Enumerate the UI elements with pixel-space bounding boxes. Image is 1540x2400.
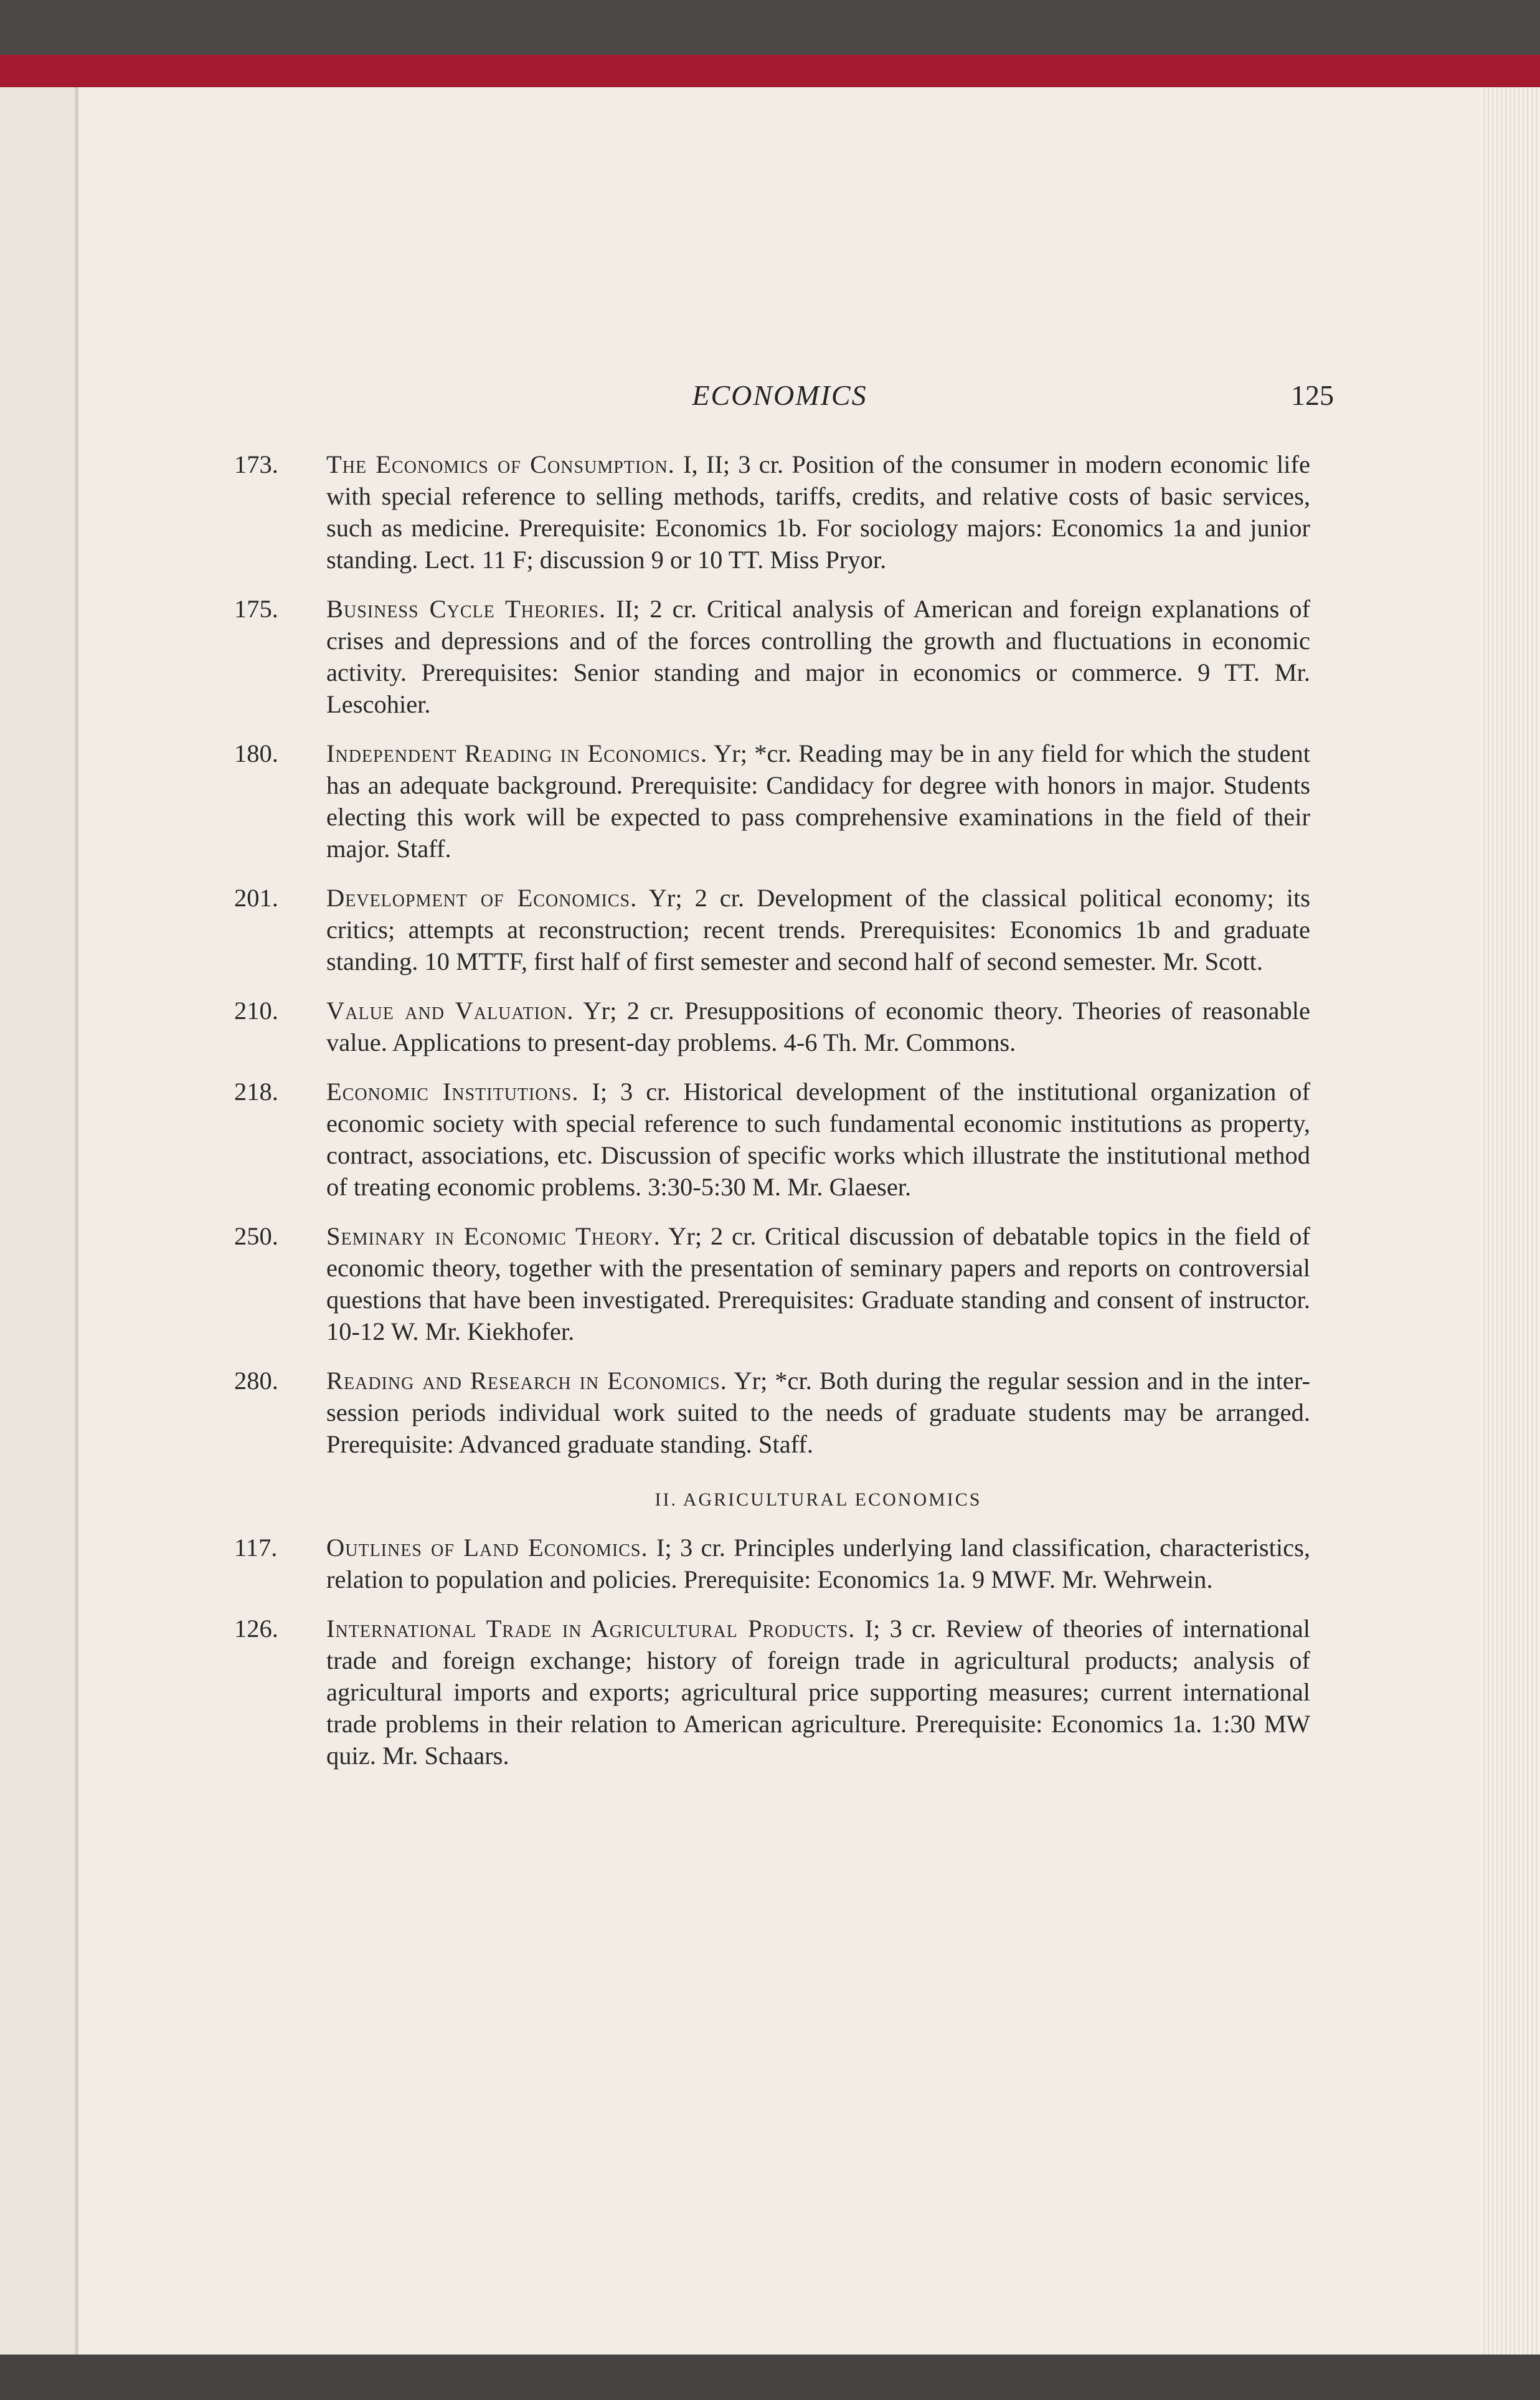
course-entry [234,1365,1310,1460]
course-number: 218. [234,1078,278,1106]
course-title: The Economics of Consumption. [326,450,675,478]
course-entry [234,593,1310,720]
course-entry [234,995,1310,1058]
course-number: 250. [234,1222,278,1250]
course-entry [234,448,1310,576]
section-heading: II. AGRICULTURAL ECONOMICS [654,1489,982,1510]
course-description: Yr; *cr. Reading may be in any field for which the student has an adequate background. Prerequisite: Candidacy for degree with honors in major. Students electing this work will be expected to pass comprehensive examinations in the field of their major. Staff. [326,739,1310,863]
course-title: Development of Economics. [326,884,638,912]
page-stack-edge [1481,87,1540,2355]
running-title: ECONOMICS [692,379,867,411]
course-number: 180. [234,739,278,767]
course-title: Independent Reading in Economics. [326,739,708,767]
course-description: Yr; *cr. Both during the regular session and in the inter-session periods individual work suited to the needs of graduate students may be arranged. Prerequisite: Advanced graduate standing. Staff. [326,1367,1310,1458]
course-description: Yr; 2 cr. Development of the classical political economy; its critics; attempts at reconstruction; recent trends. Prerequisites: Economics 1b and graduate standing. 10 MTTF, first half of first semester and second half of second semester. Mr. Scott. [326,884,1310,975]
course-description: II; 2 cr. Critical analysis of American and foreign explanations of crises and depressions and of the forces controlling the growth and fluctuations in economic activity. Prerequisites: Senior standing and major in economics or commerce. 9 TT. Mr. Lescohier. [326,595,1310,718]
course-entry [234,1532,1310,1595]
course-entry [234,1220,1310,1347]
course-number: 175. [234,595,278,623]
course-title: Seminary in Economic Theory. [326,1222,661,1250]
course-entry [234,882,1310,977]
course-description: I, II; 3 cr. Position of the consumer in modern economic life with special reference to selling methods, tariffs, credits, and relative costs of basic services, such as medicine. Prerequisite: Economics 1b. For sociology majors: Economics 1a and junior standing. Lect. 11 F; discussion 9 or 10 TT. Miss Pryor. [326,450,1310,574]
course-listing [234,448,1310,1789]
course-title: Reading and Research in Economics. [326,1367,727,1395]
course-entry [234,1076,1310,1203]
course-entry [234,1613,1310,1772]
course-number: 117. [234,1534,278,1562]
course-title: Outlines of Land Economics. [326,1534,648,1562]
course-title: Value and Valuation. [326,997,574,1025]
course-number: 201. [234,884,278,912]
course-number: 210. [234,997,278,1025]
course-number: 173. [234,450,278,478]
course-title: International Trade in Agricultural Products. [326,1615,856,1643]
course-title: Economic Institutions. [326,1078,579,1106]
left-page-sliver [0,87,78,2355]
dark-surround-bottom [0,2355,1540,2400]
course-title: Business Cycle Theories. [326,595,607,623]
course-description: I; 3 cr. Review of theories of international trade and foreign exchange; history of foreign trade in agricultural products; analysis of agricultural imports and exports; agricultural price supporting measures; current international trade problems in their relation to American agriculture. Prerequisite: Economics 1a. 1:30 MW quiz. Mr. Schaars. [326,1615,1310,1770]
dark-surround-top [0,0,1540,59]
course-entry [234,738,1310,865]
page-number: 125 [1291,379,1334,411]
course-description: I; 3 cr. Principles underlying land classification, characteristics, relation to population and policies. Prerequisite: Economics 1a. 9 MWF. Mr. Wehrwein. [326,1534,1310,1593]
course-description: Yr; 2 cr. Presuppositions of economic theory. Theories of reasonable value. Applications to present-day problems. 4-6 Th. Mr. Commons. [326,997,1310,1056]
course-number: 126. [234,1615,278,1643]
book-page [78,87,1481,2355]
course-number: 280. [234,1367,278,1395]
course-description: I; 3 cr. Historical development of the institutional organization of economic society with special reference to such fundamental economic institutions as property, contract, associations, etc. Discussion of specific works which illustrate the institutional method of treating economic problems. 3:30-5:30 M. Mr. Glaeser. [326,1078,1310,1201]
course-description: Yr; 2 cr. Critical discussion of debatable topics in the field of economic theory, together with the presentation of seminary papers and reports on controversial questions that have been investigated. Prerequisites: Graduate standing and consent of instructor. 10-12 W. Mr. Kiekhofer. [326,1222,1310,1345]
